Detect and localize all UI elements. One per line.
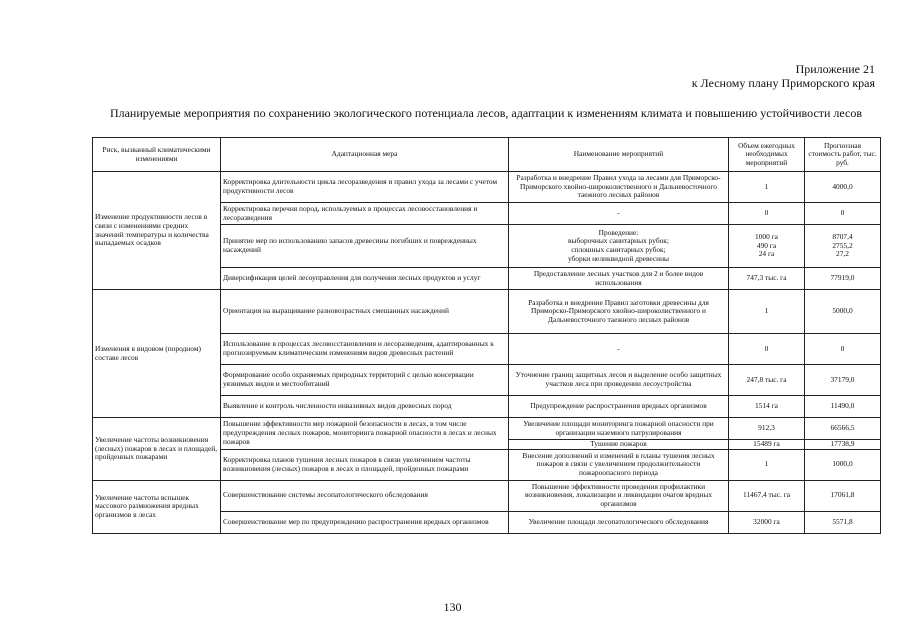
cost-cell: 77919,0 [805,268,881,290]
volume-cell: 247,8 тыс. га [729,365,805,396]
measure-cell: Совершенствование системы лесопатологического обследования [221,480,509,511]
volume-cell: 747,3 тыс. га [729,268,805,290]
cost-cell: 0 [805,334,881,365]
header-cost: Прогнозная стоимость работ, тыс. руб. [805,138,881,172]
activity-cell: Проведение: выборочных санитарных рубок; сплошных санитарных рубок; уборки неликвидной древесины [509,225,729,268]
volume-cell: 0 [729,334,805,365]
appendix-header [692,62,875,90]
table-row [93,172,881,203]
measure-cell: Совершенствование мер по предупреждению распространения вредных организмов [221,511,509,533]
activity-cell: Увеличение площади лесопатологического обследования [509,511,729,533]
table-row [93,418,881,440]
activity-cell: Уточнение границ защитных лесов и выделение особо защитных участков леса при проведении лесоустройства [509,365,729,396]
volume-cell: 1000 га 490 га 24 га [729,225,805,268]
activity-cell: - [509,334,729,365]
volume-cell: 1 [729,172,805,203]
activity-cell: Тушение пожаров [509,440,729,450]
measure-cell: Принятие мер по использованию запасов древесины погибших и поврежденных насаждений [221,225,509,268]
volume-cell: 0 [729,203,805,225]
header-activity: Наименование мероприятий [509,138,729,172]
measure-cell: Ориентация на выращивание разновозрастных смешанных насаждений [221,290,509,334]
cost-cell: 5571,8 [805,511,881,533]
measure-cell: Диверсификация целей лесоуправления для получения лесных продуктов и услуг [221,268,509,290]
activity-cell: Разработка и внедрение Правил заготовки древесины для Приморско-Приморского хвойно-широколиственного и Дальневосточного таежного лесных районов [509,290,729,334]
volume-cell: 11467,4 тыс. га [729,480,805,511]
activity-cell: Предоставление лесных участков для 2 и более видов использования [509,268,729,290]
page-number: 130 [443,600,462,614]
activity-cell: Разработка и внедрение Правил ухода за лесами для Приморско-Приморского хвойно-широколиственного и Дальневосточного таежного лесных районов [509,172,729,203]
appendix-reference: к Лесному плану Приморского края [691,76,875,90]
measures-table [92,137,881,534]
measure-cell: Повышение эффективности мер пожарной безопасности в лесах, в том числе предупреждения лесных пожаров, мониторинга пожарной опасности в лесах и лесных пожаров [221,418,509,450]
measure-cell: Выявление и контроль численности инвазивных видов древесных пород [221,396,509,418]
volume-cell: 15489 га [729,440,805,450]
volume-cell: 1 [729,290,805,334]
volume-cell: 912,3 [729,418,805,440]
header-risk: Риск, вызванный климатическими изменениями [93,138,221,172]
cost-cell: 17738,9 [805,440,881,450]
document-title: Планируемые мероприятия по сохранению экологического потенциала лесов, адаптации к изменениям климата и повышению устойчивости лесов [109,106,863,120]
activity-cell: - [509,203,729,225]
header-measure: Адаптационная мера [221,138,509,172]
cost-cell: 17061,8 [805,480,881,511]
volume-cell: 1 [729,449,805,480]
risk-cell: Изменение продуктивности лесов в связи с изменениями средних значений температуры и количества выпадаемых осадков [93,172,221,290]
measure-cell: Формирование особо охраняемых природных территорий с целью консервации уязвимых видов и местообитаний [221,365,509,396]
measure-cell: Использование в процессах лесовосстановления и лесоразведения, адаптированных к прогнозируемым климатическим изменениям видов древесных растений [221,334,509,365]
appendix-number: Приложение 21 [795,62,875,76]
cost-cell: 4000,0 [805,172,881,203]
header-volume: Объем ежегодных необходимых мероприятий [729,138,805,172]
cost-cell: 11490,0 [805,396,881,418]
cost-cell: 8707,4 2755,2 27,2 [805,225,881,268]
risk-cell: Увеличение частоты возникновения (лесных) пожаров в лесах и площадей, пройденных пожарами [93,418,221,481]
risk-cell: Изменения в видовом (породном) составе лесов [93,290,221,418]
activity-cell: Внесение дополнений и изменений в планы тушения лесных пожаров в связи с увеличением продолжительности пожароопасного периода [509,449,729,480]
volume-cell: 32000 га [729,511,805,533]
cost-cell: 1000,0 [805,449,881,480]
cost-cell: 0 [805,203,881,225]
activity-cell: Предупреждение распространения вредных организмов [509,396,729,418]
measure-cell: Корректировка длительности цикла лесоразведения и правил ухода за лесами с учетом продуктивности лесов [221,172,509,203]
cost-cell: 66566,5 [805,418,881,440]
measure-cell: Корректировка планов тушения лесных пожаров в связи увеличением частоты возникновения (лесных) пожаров в лесах и площадей, пройденных пожарами [221,449,509,480]
activity-cell: Увеличение площади мониторинга пожарной опасности при организации наземного патрулирования [509,418,729,440]
table-row [93,480,881,511]
volume-cell: 1514 га [729,396,805,418]
table-header-row [93,138,881,172]
risk-cell: Увеличение частоты вспышек массового размножения вредных организмов в лесах [93,480,221,533]
activity-cell: Повышение эффективности проведения профилактики возникновения, локализации и ликвидации очагов вредных организмов [509,480,729,511]
cost-cell: 37179,0 [805,365,881,396]
table-row [93,290,881,334]
measure-cell: Корректировка перечня пород, используемых в процессах лесовосстановления и лесоразведения [221,203,509,225]
cost-cell: 5000,0 [805,290,881,334]
